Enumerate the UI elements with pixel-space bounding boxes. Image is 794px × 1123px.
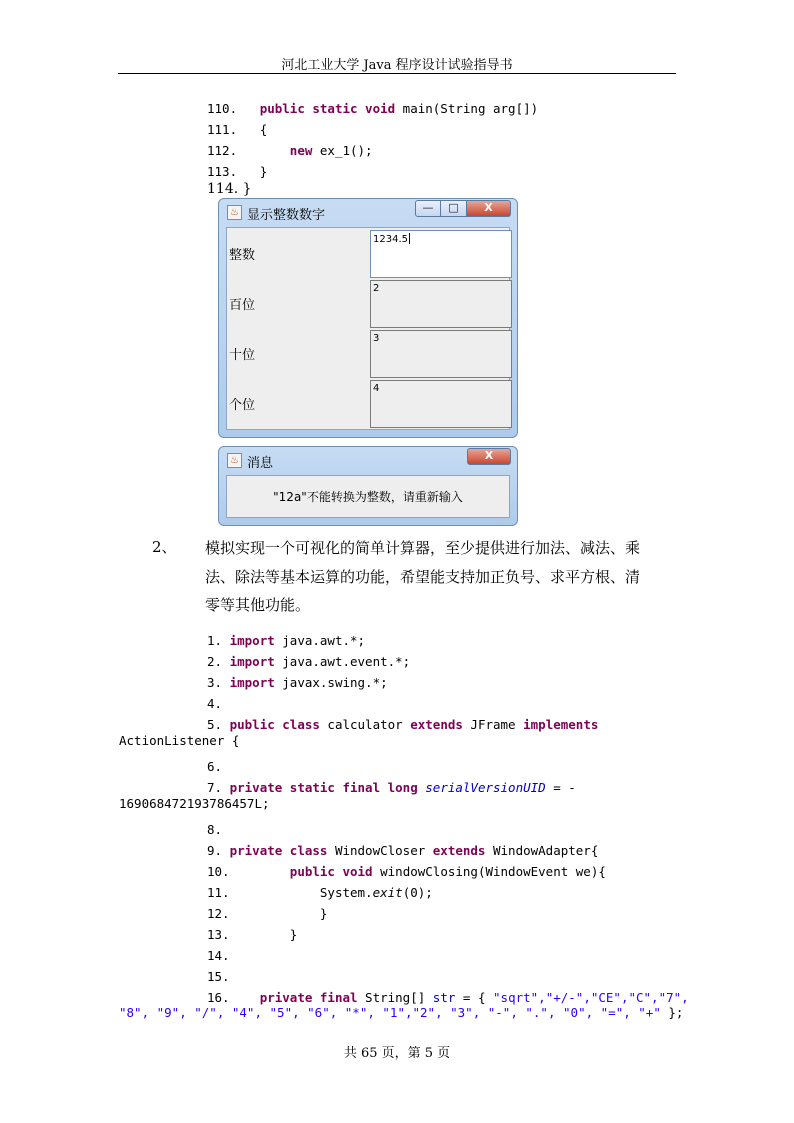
page-header: 河北工业大学 Java 程序设计试验指导书: [281, 58, 513, 73]
line-number: 3.: [207, 675, 223, 690]
string-literals: "sqrt","+/-","CE","C","7",: [493, 990, 689, 1005]
hundreds-field[interactable]: [370, 280, 512, 328]
code-line-5: [207, 714, 598, 735]
code-line-13: [207, 924, 297, 945]
java-cup-icon: ♨: [227, 205, 242, 220]
code-line-1: [207, 630, 365, 651]
ones-value: 4: [373, 383, 380, 394]
indent: [230, 927, 290, 942]
keyword: private final: [259, 990, 358, 1005]
code-line-10: [207, 861, 606, 882]
code-text: (0);: [402, 885, 433, 900]
code-line-7-wrap: 169068472193786457L;: [119, 796, 270, 811]
code-block-2: [207, 630, 689, 1008]
code-line-114: 114. }: [207, 181, 252, 197]
line-number: 4.: [207, 696, 223, 711]
keyword: new: [289, 143, 313, 158]
label-tens: 十位: [229, 348, 256, 363]
dialog-content: [226, 475, 510, 518]
line-number: 15.: [207, 969, 230, 984]
code-text: };: [660, 1005, 684, 1020]
code-text: System.: [319, 885, 373, 900]
dialog-title: 消息: [247, 456, 274, 471]
code-text: java.awt.event.*;: [274, 654, 411, 669]
code-text: WindowAdapter{: [485, 843, 599, 858]
keyword: implements: [523, 717, 599, 732]
code-block-1: [207, 98, 538, 182]
line-number: 16.: [207, 990, 230, 1005]
line-number: 12.: [207, 906, 230, 921]
code-line-111: [207, 119, 267, 140]
item-description: [205, 534, 673, 620]
code-text: ex_1();: [312, 143, 373, 158]
paragraph-line: 零等其他功能。: [205, 596, 311, 614]
line-number: 110.: [207, 101, 238, 116]
integer-input-value: 1234.5: [373, 234, 408, 245]
tens-value: 3: [373, 333, 380, 344]
close-button[interactable]: X: [467, 448, 511, 465]
code-text: = {: [455, 990, 494, 1005]
method-name: exit: [372, 885, 403, 900]
code-text: }: [319, 906, 328, 921]
code-line-9: [207, 840, 598, 861]
close-button[interactable]: X: [467, 200, 511, 217]
window-controls: [467, 448, 511, 466]
text-caret: [409, 233, 410, 244]
line-number: 14.: [207, 948, 230, 963]
maximize-button[interactable]: □: [441, 200, 467, 217]
indent: [230, 885, 320, 900]
line-number: 13.: [207, 927, 230, 942]
keyword: import: [229, 633, 275, 648]
line-number: 10.: [207, 864, 230, 879]
line-number: 6.: [207, 759, 223, 774]
code-line-14: [207, 945, 230, 966]
keyword: extends: [410, 717, 463, 732]
keyword: import: [229, 654, 275, 669]
field-name: serialVersionUID: [425, 780, 546, 795]
code-line-110: [207, 98, 538, 119]
code-line-112: [207, 140, 373, 161]
indent: [230, 906, 320, 921]
window-controls: [415, 200, 511, 218]
code-line-113: [207, 161, 267, 182]
code-text: WindowCloser: [327, 843, 433, 858]
code-text: = -: [545, 780, 576, 795]
code-text: JFrame: [462, 717, 524, 732]
ones-field[interactable]: [370, 380, 512, 428]
code-text: main(String arg[]): [395, 101, 539, 116]
code-line-5-wrap: ActionListener {: [119, 733, 240, 748]
integer-input[interactable]: [370, 230, 512, 278]
code-text: {: [259, 122, 268, 137]
tens-field[interactable]: [370, 330, 512, 378]
code-line-15: [207, 966, 230, 987]
label-ones: 个位: [229, 398, 256, 413]
field-name: str: [432, 990, 456, 1005]
code-line-2: [207, 651, 410, 672]
line-number: 7.: [207, 780, 223, 795]
code-text: String[]: [357, 990, 433, 1005]
display-digits-window: [218, 198, 518, 438]
keyword: extends: [432, 843, 486, 858]
minimize-button[interactable]: —: [415, 200, 441, 217]
line-number: 111.: [207, 122, 238, 137]
error-message: "12a"不能转换为整数，请重新输入: [273, 490, 463, 504]
hundreds-value: 2: [373, 283, 380, 294]
paragraph-line: 模拟实现一个可视化的简单计算器，至少提供进行加法、减法、乘: [205, 539, 641, 557]
indent: [230, 864, 290, 879]
code-line-12: [207, 903, 327, 924]
window-content: [226, 227, 510, 430]
line-number: 1.: [207, 633, 223, 648]
keyword: import: [229, 675, 275, 690]
line-number: 113.: [207, 164, 238, 179]
line-number: 5.: [207, 717, 223, 732]
code-line-3: [207, 672, 388, 693]
line-number: 8.: [207, 822, 223, 837]
code-text: java.awt.*;: [274, 633, 366, 648]
code-line-7: [207, 777, 576, 798]
code-line-11: [207, 882, 433, 903]
code-line-6: [207, 756, 222, 777]
keyword: private class: [222, 843, 328, 858]
window-title: 显示整数数字: [247, 208, 326, 223]
line-number: 2.: [207, 654, 223, 669]
keyword: private static final long: [222, 780, 418, 795]
line-number: 112.: [207, 143, 238, 158]
keyword: public class: [229, 717, 320, 732]
keyword: public static void: [259, 101, 396, 116]
code-text: calculator: [319, 717, 411, 732]
title-bar[interactable]: [219, 447, 517, 473]
code-line-8: [207, 819, 222, 840]
code-line-16-wrap: [119, 1005, 683, 1020]
keyword: public void: [289, 864, 373, 879]
item-number: 2、: [152, 538, 177, 556]
java-cup-icon: ♨: [227, 453, 242, 468]
code-text: }: [289, 927, 298, 942]
string-literals: "8", "9", "/", "4", "5", "6", "*", "1","2", "3", "-", ".", "0", "=", "+": [119, 1005, 661, 1020]
code-text: }: [259, 164, 268, 179]
indent: [230, 990, 260, 1005]
code-line-4: [207, 693, 222, 714]
code-text: javax.swing.*;: [274, 675, 388, 690]
header-rule: [118, 73, 676, 74]
code-text: windowClosing(WindowEvent we){: [372, 864, 606, 879]
line-number: 11.: [207, 885, 230, 900]
label-hundreds: 百位: [229, 298, 256, 313]
message-dialog: [218, 446, 518, 526]
paragraph-line: 法、除法等基本运算的功能，希望能支持加正负号、求平方根、清: [205, 567, 641, 586]
title-bar[interactable]: [219, 199, 517, 225]
page-footer: 共 65 页，第 5 页: [343, 1046, 451, 1061]
line-number: 9.: [207, 843, 223, 858]
label-integer: 整数: [229, 248, 256, 263]
